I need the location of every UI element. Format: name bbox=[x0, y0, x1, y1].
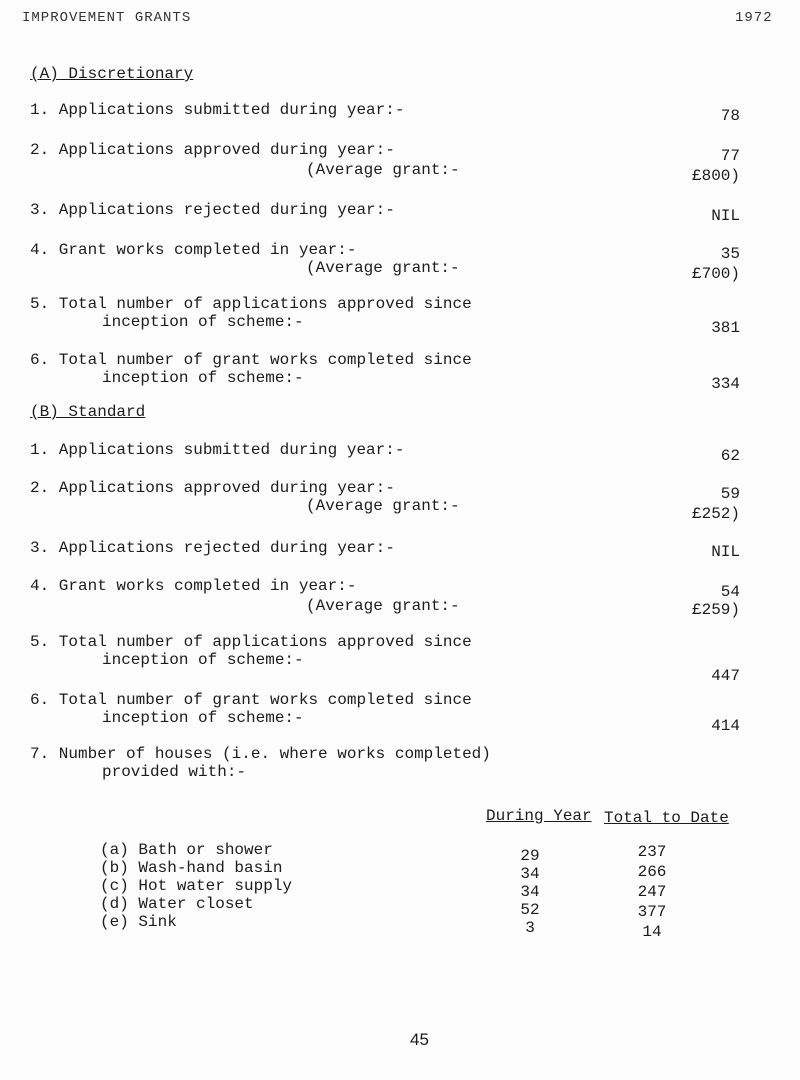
b5-value: 447 bbox=[711, 667, 740, 685]
amenity-during-b: 34 bbox=[520, 865, 540, 883]
amenity-during-c: 34 bbox=[520, 883, 540, 901]
a1-value: 78 bbox=[720, 107, 740, 125]
a2-sublabel: (Average grant:- bbox=[306, 161, 460, 179]
b2-value: 59 bbox=[720, 485, 740, 503]
amenity-total-c: 247 bbox=[637, 883, 667, 901]
b6-label-2: inception of scheme:- bbox=[102, 709, 304, 727]
amenity-label-e: (e) Sink bbox=[100, 913, 177, 931]
amenity-total-e: 14 bbox=[642, 923, 662, 941]
b3-value: NIL bbox=[711, 543, 740, 561]
b4-average: £259) bbox=[691, 601, 740, 619]
b6-value: 414 bbox=[711, 717, 740, 735]
a2-average: £800) bbox=[691, 167, 740, 185]
amenity-total-a: 237 bbox=[637, 843, 667, 861]
amenity-total-b: 266 bbox=[637, 863, 667, 881]
page-number: 45 bbox=[410, 1030, 429, 1049]
a4-label: 4. Grant works completed in year:- bbox=[30, 241, 357, 259]
section-a-heading: (A) Discretionary bbox=[30, 65, 194, 83]
col-total-to-date: Total to Date bbox=[604, 809, 729, 827]
b4-sublabel: (Average grant:- bbox=[306, 597, 460, 615]
a4-sublabel: (Average grant:- bbox=[306, 259, 460, 277]
amenity-during-a: 29 bbox=[520, 847, 540, 865]
a4-value: 35 bbox=[720, 245, 740, 263]
b3-label: 3. Applications rejected during year:- bbox=[30, 539, 395, 557]
a6-value: 334 bbox=[711, 375, 740, 393]
a6-label-2: inception of scheme:- bbox=[102, 369, 304, 387]
b2-average: £252) bbox=[691, 505, 740, 523]
b5-label: 5. Total number of applications approved since bbox=[30, 633, 472, 651]
b1-label: 1. Applications submitted during year:- bbox=[30, 441, 405, 459]
amenity-label-c: (c) Hot water supply bbox=[100, 877, 293, 895]
a3-label: 3. Applications rejected during year:- bbox=[30, 201, 395, 219]
b2-label: 2. Applications approved during year:- bbox=[30, 479, 395, 497]
amenity-during-e: 3 bbox=[525, 919, 535, 937]
amenity-label-a: (a) Bath or shower bbox=[100, 841, 273, 859]
page-header-title: IMPROVEMENT GRANTS bbox=[22, 10, 192, 26]
b2-sublabel: (Average grant:- bbox=[306, 497, 460, 515]
a5-label: 5. Total number of applications approved since bbox=[30, 295, 472, 313]
page-header-ref: 1972 bbox=[735, 10, 773, 26]
a3-value: NIL bbox=[711, 207, 740, 225]
amenity-during-d: 52 bbox=[520, 901, 540, 919]
b4-value: 54 bbox=[720, 583, 740, 601]
a4-average: £700) bbox=[691, 265, 740, 283]
a5-value: 381 bbox=[711, 319, 740, 337]
b4-label: 4. Grant works completed in year:- bbox=[30, 577, 357, 595]
a1-label: 1. Applications submitted during year:- bbox=[30, 101, 405, 119]
a5-label-2: inception of scheme:- bbox=[102, 313, 304, 331]
b1-value: 62 bbox=[720, 447, 740, 465]
amenity-label-b: (b) Wash-hand basin bbox=[100, 859, 283, 877]
amenity-total-d: 377 bbox=[637, 903, 667, 921]
amenity-label-d: (d) Water closet bbox=[100, 895, 254, 913]
b7-label: 7. Number of houses (i.e. where works completed) bbox=[30, 745, 491, 763]
b5-label-2: inception of scheme:- bbox=[102, 651, 304, 669]
section-b-heading: (B) Standard bbox=[30, 403, 146, 421]
col-during-year: During Year bbox=[486, 807, 592, 825]
a2-value: 77 bbox=[720, 147, 740, 165]
b7-label-2: provided with:- bbox=[102, 763, 247, 781]
a6-label: 6. Total number of grant works completed since bbox=[30, 351, 472, 369]
a2-label: 2. Applications approved during year:- bbox=[30, 141, 395, 159]
b6-label: 6. Total number of grant works completed since bbox=[30, 691, 472, 709]
